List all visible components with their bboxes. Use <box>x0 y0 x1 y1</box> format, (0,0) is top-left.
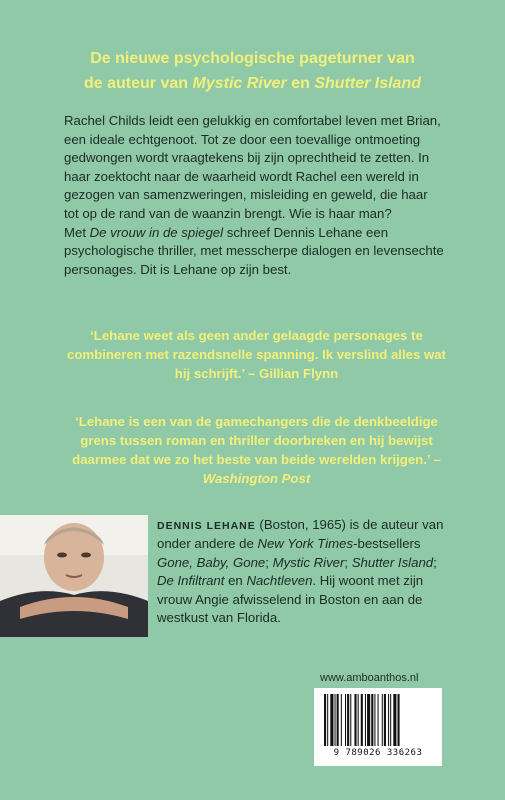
author-name: DENNIS LEHANE <box>157 520 256 532</box>
bio-title: Nachtleven <box>246 573 313 589</box>
barcode-bar <box>378 694 379 746</box>
quote-washington-post <box>64 412 449 488</box>
barcode-bar <box>345 694 346 746</box>
bio-title: New York Times <box>257 536 354 552</box>
barcode-bar <box>361 694 363 746</box>
title-mystic-river: Mystic River <box>192 75 287 92</box>
barcode-bar <box>374 694 375 746</box>
barcode-bar <box>324 694 326 746</box>
headline <box>40 46 465 96</box>
barcode-bar <box>367 694 370 746</box>
quote-gillian-flynn: ‘Lehane weet als geen ander gelaagde personages te combineren met razendsnelle spanning. Ik verslind alles wat hij schrijft.’ – Gillian Flynn <box>67 328 446 381</box>
headline-line1: De nieuwe psychologische pageturner van <box>90 50 415 67</box>
barcode-bar <box>337 694 339 746</box>
bio-text: ; <box>433 554 437 570</box>
blurb-text: schreef Dennis Lehane een psychologische thriller, met messcherpe dialogen en levensechte personages. Dit is Lehane op zijn best. <box>64 224 444 277</box>
blurb <box>64 112 444 279</box>
publisher-website[interactable]: www.amboanthos.nl <box>320 672 419 684</box>
book-title: De vrouw in de spiegel <box>89 224 224 240</box>
bio-text: . Hij woont met zijn vrouw Angie afwisselend in Boston en aan de westkust van Florida. <box>157 573 424 626</box>
isbn-number: 9 789026 336263 <box>333 748 423 758</box>
barcode-bar <box>327 694 328 746</box>
bio-text: ; <box>344 554 352 570</box>
quote-source: Washington Post <box>202 471 311 486</box>
barcode-bar <box>382 694 383 746</box>
bio-text: ; <box>265 554 273 570</box>
quote-text: ‘Lehane is een van de gamechangers die de denkbeeldige grens tussen roman en thriller doorbreken en hij bewijst daarmee dat we zo het beste van beide werelden krijgen.’ – <box>72 414 441 467</box>
barcode-bar <box>350 694 351 746</box>
headline-text: de auteur van <box>84 75 193 92</box>
author-portrait-image <box>0 515 148 637</box>
barcode-bar <box>390 694 391 746</box>
barcode-bar <box>347 694 349 746</box>
barcode-bar <box>354 694 356 746</box>
barcode-bars <box>322 694 434 746</box>
bio-text: en <box>224 573 247 589</box>
title-shutter-island: Shutter Island <box>314 75 421 92</box>
blurb-text: Met <box>64 224 90 240</box>
barcode-bar <box>371 694 373 746</box>
bio-title: Shutter Island <box>351 554 434 570</box>
barcode-bar <box>384 694 386 746</box>
barcode-bar <box>388 694 389 746</box>
bio-text: (Boston, 1965) is de auteur van onder andere de <box>157 517 444 552</box>
headline-text: en <box>286 75 315 92</box>
barcode-bar <box>330 694 333 746</box>
author-photo <box>0 515 148 637</box>
barcode-bar <box>358 694 359 746</box>
headline-line2 <box>40 71 465 96</box>
barcode-bar <box>335 694 336 746</box>
blurb-paragraph-2 <box>64 224 444 280</box>
bio-text: -bestsellers <box>353 536 421 552</box>
barcode-bar <box>341 694 342 746</box>
barcode-bar <box>398 694 400 746</box>
bio-title: De Infiltrant <box>157 573 225 589</box>
bio-title: Mystic River <box>272 554 345 570</box>
barcode-bar <box>365 694 366 746</box>
isbn-barcode <box>314 688 442 766</box>
barcode-bar <box>393 694 396 746</box>
bio-title: Gone, Baby, Gone <box>157 554 266 570</box>
author-bio <box>157 516 457 627</box>
blurb-paragraph-1: Rachel Childs leidt een gelukkig en comfortabel leven met Brian, een ideale echtgenoot. Tot ze door een toevallige ontmoeting gedwongen wordt vraagtekens bij zijn oprechtheid te zetten. In haar zoektocht naar de waarheid wordt Rachel een wereld in gezogen van samenzweringen, misleiding en geweld, die haar tot op de rand van de waanzin brengt. Wie is haar man? <box>64 113 441 221</box>
